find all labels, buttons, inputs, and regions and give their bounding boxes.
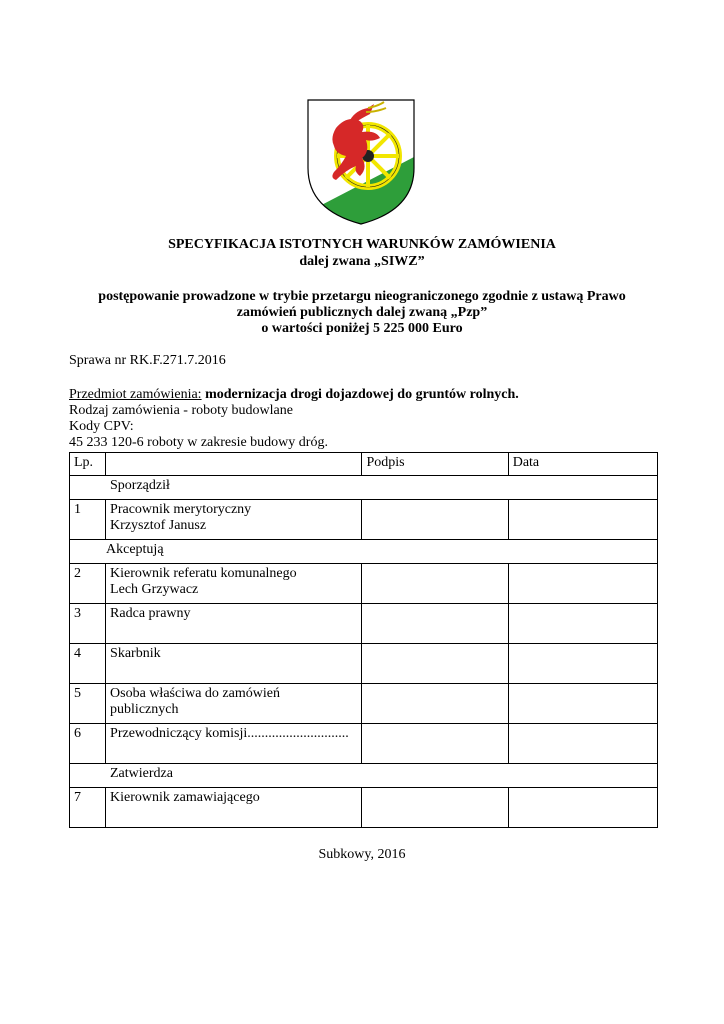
row-role: Kierownik referatu komunalnego (110, 566, 297, 581)
header-date: Data (508, 453, 657, 476)
table-row (70, 788, 658, 828)
signature-cell (362, 564, 508, 604)
row-role: Przewodniczący komisji............................. (110, 726, 349, 741)
section-prepared: Sporządził (70, 476, 658, 500)
document-title: SPECYFIKACJA ISTOTNYCH WARUNKÓW ZAMÓWIENIA (168, 237, 556, 252)
row-person (106, 500, 362, 540)
date-cell (508, 684, 657, 724)
row-person (106, 604, 362, 644)
section-accepted-row (70, 540, 658, 564)
order-type: Rodzaj zamówienia - roboty budowlane (69, 403, 293, 418)
row-role: Osoba właściwa do zamówień (110, 686, 280, 701)
row-lp: 3 (70, 604, 106, 644)
approval-table (69, 452, 658, 828)
header-name (106, 453, 362, 476)
date-cell (508, 604, 657, 644)
subject-label: Przedmiot zamówienia: (69, 387, 202, 402)
document-subtitle: dalej zwana „SIWZ” (299, 254, 425, 269)
row-name: Krzysztof Janusz (110, 518, 207, 533)
place-and-year: Subkowy, 2016 (318, 847, 406, 862)
row-lp: 2 (70, 564, 106, 604)
section-prepared-row (70, 476, 658, 500)
signature-cell (362, 724, 508, 764)
signature-cell (362, 604, 508, 644)
table-row (70, 604, 658, 644)
row-lp: 7 (70, 788, 106, 828)
header-lp: Lp. (70, 453, 106, 476)
coat-of-arms-logo (306, 98, 416, 226)
signature-cell (362, 684, 508, 724)
row-role: Pracownik merytoryczny (110, 502, 252, 517)
signature-cell (362, 644, 508, 684)
row-role: Radca prawny (110, 606, 191, 621)
procedure-line-3: o wartości poniżej 5 225 000 Euro (261, 321, 463, 336)
date-cell (508, 564, 657, 604)
table-row (70, 500, 658, 540)
row-person (106, 788, 362, 828)
table-header-row (70, 453, 658, 476)
table-row (70, 724, 658, 764)
section-accepted: Akceptują (70, 540, 658, 564)
row-lp: 6 (70, 724, 106, 764)
row-role: Kierownik zamawiającego (110, 790, 260, 805)
row-lp: 4 (70, 644, 106, 684)
row-lp: 1 (70, 500, 106, 540)
case-number: Sprawa nr RK.F.271.7.2016 (69, 353, 226, 368)
row-name: Lech Grzywacz (110, 582, 199, 597)
header-signature: Podpis (362, 453, 508, 476)
section-approved-row (70, 764, 658, 788)
row-lp: 5 (70, 684, 106, 724)
date-cell (508, 644, 657, 684)
subject-value: modernizacja drogi dojazdowej do gruntów rolnych. (201, 387, 519, 402)
row-person (106, 724, 362, 764)
procedure-line-1: postępowanie prowadzone w trybie przetargu nieograniczonego zgodnie z ustawą Prawo (98, 289, 626, 304)
table-row (70, 684, 658, 724)
procedure-line-2: zamówień publicznych dalej zwaną „Pzp” (236, 305, 488, 320)
row-person (106, 644, 362, 684)
subject-line (69, 387, 519, 403)
row-person (106, 564, 362, 604)
row-person (106, 684, 362, 724)
table-row (70, 564, 658, 604)
row-role: Skarbnik (110, 646, 161, 661)
cpv-code: 45 233 120-6 roboty w zakresie budowy dróg. (69, 435, 328, 450)
table-row (70, 644, 658, 684)
cpv-label: Kody CPV: (69, 419, 134, 434)
signature-cell (362, 500, 508, 540)
row-role-cont: publicznych (110, 702, 179, 717)
section-approved: Zatwierdza (70, 764, 658, 788)
date-cell (508, 788, 657, 828)
signature-cell (362, 788, 508, 828)
date-cell (508, 500, 657, 540)
date-cell (508, 724, 657, 764)
